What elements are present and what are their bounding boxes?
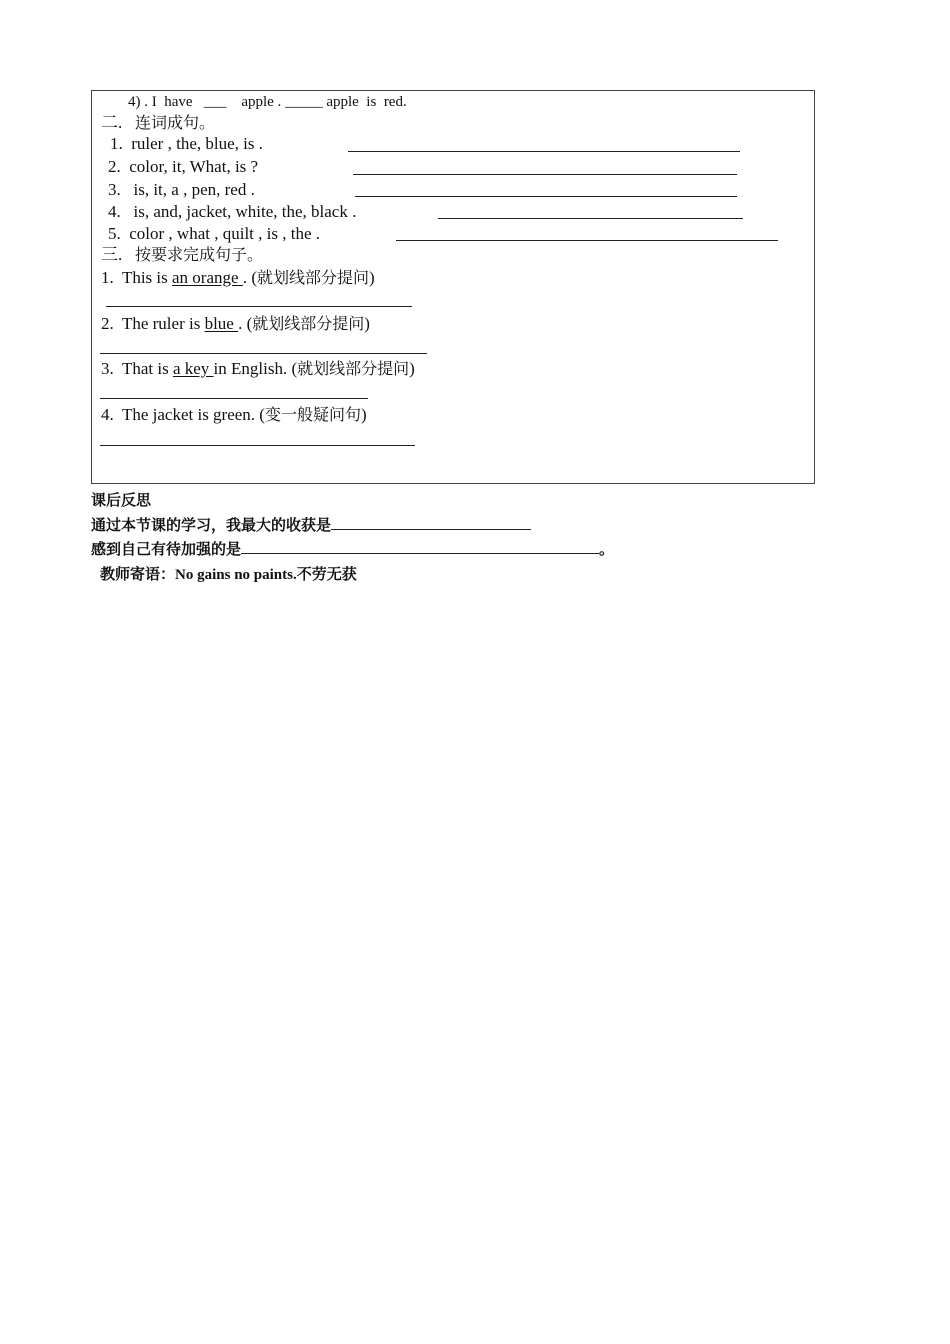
- s3-item-3: 3. That is a key in English. (就划线部分提问): [101, 359, 415, 378]
- s3-answer-line-3[interactable]: [100, 398, 368, 399]
- s3-answer-line-4[interactable]: [100, 445, 415, 446]
- s2-answer-line-2[interactable]: [353, 174, 737, 175]
- section-3-title: 三. 按要求完成句子。: [101, 245, 264, 264]
- reflection-line-1: 通过本节课的学习，我最大的收获是: [91, 515, 531, 536]
- section-2-title: 二. 连词成句。: [101, 113, 216, 132]
- s2-answer-line-5[interactable]: [396, 240, 778, 241]
- s2-answer-line-4[interactable]: [438, 218, 743, 219]
- exercise-4-row: 4) . I have ___ apple . _____ apple is red.: [128, 94, 407, 110]
- s3-answer-line-1[interactable]: [106, 306, 412, 307]
- reflection-answer-2[interactable]: [241, 552, 599, 554]
- s2-item-2: 2. color, it, What, is ?: [108, 157, 259, 176]
- s3-item-4: 4. The jacket is green. (变一般疑问句): [101, 405, 367, 424]
- s2-item-5: 5. color , what , quilt , is , the .: [108, 224, 321, 243]
- s2-answer-line-1[interactable]: [348, 151, 740, 152]
- s2-item-4: 4. is, and, jacket, white, the, black .: [108, 202, 357, 221]
- s3-item-2: 2. The ruler is blue . (就划线部分提问): [101, 314, 370, 333]
- reflection-line-2: 感到自己有待加强的是 。: [91, 540, 615, 558]
- s3-answer-line-2[interactable]: [100, 353, 427, 354]
- s3-item-1: 1. This is an orange . (就划线部分提问): [101, 268, 375, 287]
- reflection-heading: 课后反思: [91, 491, 152, 509]
- s2-answer-line-3[interactable]: [355, 196, 737, 197]
- s2-item-1: 1. ruler , the, blue, is .: [110, 134, 263, 153]
- reflection-answer-1[interactable]: [331, 528, 531, 530]
- teacher-motto: 教师寄语：No gains no paints.不劳无获: [100, 565, 357, 583]
- s2-item-3: 3. is, it, a , pen, red .: [108, 180, 255, 199]
